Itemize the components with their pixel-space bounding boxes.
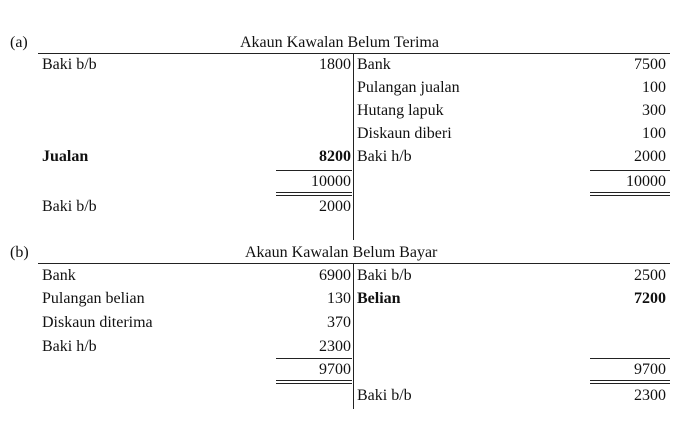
debit-label-b-1: Pulangan belian: [42, 290, 145, 307]
debit-amount-a-0: 1800: [319, 56, 351, 73]
credit-total-rule-b: [590, 358, 670, 359]
credit-total-a: 10000: [626, 173, 666, 190]
debit-double-rule-a-1: [276, 192, 352, 193]
credit-label-b-1: Belian: [357, 290, 401, 307]
credit-double-rule-a-2: [590, 195, 670, 196]
balance-label-b: Baki b/b: [357, 387, 412, 404]
ledger-center-divider-b: [353, 264, 354, 409]
debit-amount-b-1: 130: [327, 290, 351, 307]
credit-amount-a-4: 2000: [634, 148, 666, 165]
credit-double-rule-b-2: [590, 383, 670, 384]
credit-amount-b-1: 7200: [634, 290, 666, 307]
debit-label-b-3: Baki h/b: [42, 338, 97, 355]
balance-amount-b: 2300: [634, 387, 666, 404]
debit-double-rule-a-2: [276, 195, 352, 196]
debit-total-a: 10000: [311, 173, 351, 190]
ledger-title-b: Akaun Kawalan Belum Bayar: [245, 244, 438, 261]
credit-amount-a-0: 7500: [634, 56, 666, 73]
credit-label-a-0: Bank: [357, 56, 391, 73]
credit-double-rule-a-1: [590, 192, 670, 193]
credit-label-a-2: Hutang lapuk: [357, 102, 444, 119]
debit-amount-b-0: 6900: [319, 267, 351, 284]
debit-label-b-2: Diskaun diterima: [42, 314, 153, 331]
credit-double-rule-b-1: [590, 380, 670, 381]
debit-label-a-1: Jualan: [42, 148, 89, 165]
ledger-top-rule-b: [38, 263, 670, 264]
credit-label-a-3: Diskaun diberi: [357, 125, 452, 142]
credit-label-b-0: Baki b/b: [357, 267, 412, 284]
debit-amount-b-3: 2300: [319, 338, 351, 355]
credit-amount-a-2: 300: [642, 102, 666, 119]
debit-total-rule-a: [276, 170, 352, 171]
debit-label-b-0: Bank: [42, 267, 76, 284]
credit-amount-a-1: 100: [642, 79, 666, 96]
debit-label-a-0: Baki b/b: [42, 56, 97, 73]
ledger-title-a: Akaun Kawalan Belum Terima: [240, 34, 439, 51]
part-label-a: (a): [10, 34, 28, 51]
debit-amount-b-2: 370: [327, 314, 351, 331]
debit-total-rule-b: [276, 358, 352, 359]
ledger-center-divider-a: [353, 54, 354, 240]
credit-label-a-4: Baki h/b: [357, 148, 412, 165]
credit-amount-a-3: 100: [642, 125, 666, 142]
balance-amount-a: 2000: [319, 198, 351, 215]
part-label-b: (b): [10, 244, 29, 261]
debit-double-rule-b-2: [276, 383, 352, 384]
credit-total-b: 9700: [634, 361, 666, 378]
credit-total-rule-a: [590, 170, 670, 171]
balance-label-a: Baki b/b: [42, 198, 97, 215]
debit-total-b: 9700: [319, 361, 351, 378]
credit-label-a-1: Pulangan jualan: [357, 79, 460, 96]
ledger-top-rule-a: [38, 53, 670, 54]
debit-amount-a-1: 8200: [319, 148, 351, 165]
debit-double-rule-b-1: [276, 380, 352, 381]
credit-amount-b-0: 2500: [634, 267, 666, 284]
